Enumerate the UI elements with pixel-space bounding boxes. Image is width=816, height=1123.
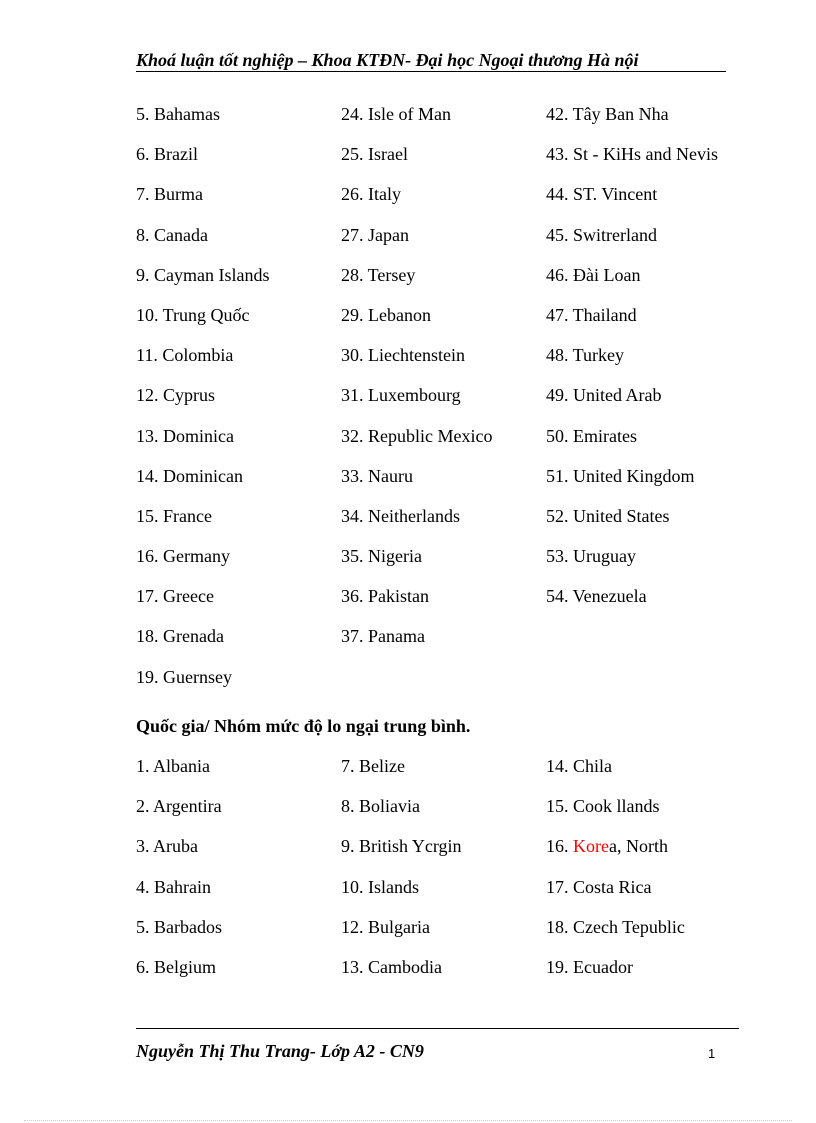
- list-item: 42. Tây Ban Nha: [546, 104, 669, 124]
- list1-column-2: [341, 103, 492, 666]
- page-number: 1: [708, 1046, 716, 1061]
- list-item: 18. Czech Tepublic: [546, 916, 685, 937]
- list-item: 13. Dominica: [136, 425, 234, 446]
- list-item: 7. Belize: [341, 756, 405, 776]
- list-item: 11. Colombia: [136, 345, 234, 366]
- list-item: 18. Grenada: [136, 626, 224, 647]
- list-item: 9. British Ycrgin: [341, 836, 462, 857]
- list2-column-3: [546, 755, 685, 996]
- list-item: 13. Cambodia: [341, 956, 442, 977]
- list-item: 54. Venezuela: [546, 586, 647, 607]
- list-item: 28. Tersey: [341, 264, 416, 285]
- list-item: 29. Lebanon: [341, 304, 431, 325]
- list-item: 1. Albania: [136, 756, 210, 776]
- list-item: 24. Isle of Man: [341, 104, 451, 124]
- list-item: 10. Trung Quốc: [136, 304, 250, 325]
- section-heading-medium-concern: Quốc gia/ Nhóm mức độ lo ngại trung bình.: [136, 716, 471, 736]
- list-item: 44. ST. Vincent: [546, 184, 658, 205]
- list-item: 46. Đài Loan: [546, 264, 641, 285]
- list-item: 14. Chila: [546, 756, 612, 776]
- list-item: 3. Aruba: [136, 836, 198, 857]
- list-item: 51. United Kingdom: [546, 465, 695, 486]
- list2-column-1: [136, 755, 222, 996]
- list-item: 2. Argentira: [136, 796, 222, 817]
- list-item: 15. France: [136, 505, 212, 526]
- list-item: 25. Israel: [341, 144, 408, 165]
- list-item: 16. Germany: [136, 546, 230, 567]
- list-item: 45. Switrerland: [546, 224, 657, 245]
- list2-column-2: [341, 755, 462, 996]
- list-item: 33. Nauru: [341, 465, 413, 486]
- list-item: 10. Islands: [341, 876, 419, 897]
- list-item: 17. Costa Rica: [546, 876, 652, 897]
- list-item: 37. Panama: [341, 626, 425, 647]
- list-item: 35. Nigeria: [341, 546, 422, 567]
- list-item: 34. Neitherlands: [341, 505, 460, 526]
- list1-column-1: [136, 103, 269, 706]
- list-item: 6. Brazil: [136, 144, 198, 165]
- list-item: 32. Republic Mexico: [341, 425, 493, 446]
- list-item: 5. Barbados: [136, 916, 222, 937]
- list-item-korea-north: [546, 835, 685, 875]
- list-item: 9. Cayman Islands: [136, 264, 270, 285]
- list-item: 48. Turkey: [546, 345, 625, 366]
- list-item: 19. Guernsey: [136, 666, 232, 687]
- list-item: 14. Dominican: [136, 465, 243, 486]
- korea-suffix: a, North: [608, 836, 668, 857]
- list-item: 50. Emirates: [546, 425, 637, 446]
- list-item: 53. Uruguay: [546, 546, 636, 567]
- list-item: 30. Liechtenstein: [341, 345, 465, 366]
- list-item: 36. Pakistan: [341, 586, 429, 607]
- list-item: 17. Greece: [136, 586, 214, 607]
- footer-author: Nguyễn Thị Thu Trang- Lớp A2 - CN9: [136, 1041, 424, 1061]
- footer-divider: [136, 1028, 739, 1029]
- page-header: Khoá luận tốt nghiệp – Khoa KTĐN- Đại học Ngoại thương Hà nội: [136, 49, 726, 72]
- list-item: 27. Japan: [341, 224, 409, 245]
- list-item: 47. Thailand: [546, 304, 637, 325]
- list-item: 26. Italy: [341, 184, 401, 205]
- list1-column-3: [546, 103, 718, 625]
- list-item: 5. Bahamas: [136, 104, 220, 124]
- list-item: 6. Belgium: [136, 956, 216, 977]
- list-item: 8. Canada: [136, 224, 208, 245]
- list-item: 52. United States: [546, 505, 670, 526]
- list-item: 49. United Arab: [546, 385, 662, 406]
- list-item: 15. Cook llands: [546, 796, 660, 817]
- list-item: 31. Luxembourg: [341, 385, 461, 406]
- list-item: 12. Cyprus: [136, 385, 216, 406]
- list-item: 19. Ecuador: [546, 956, 633, 977]
- korea-highlight: Kore: [573, 836, 609, 857]
- list-item: 8. Boliavia: [341, 796, 420, 817]
- list-item: 12. Bulgaria: [341, 916, 430, 937]
- list-item: 7. Burma: [136, 184, 203, 205]
- page-edge-divider: [24, 1120, 792, 1121]
- list-item: 4. Bahrain: [136, 876, 211, 897]
- list-item: 43. St - KiHs and Nevis: [546, 144, 718, 165]
- korea-prefix: 16.: [546, 836, 573, 857]
